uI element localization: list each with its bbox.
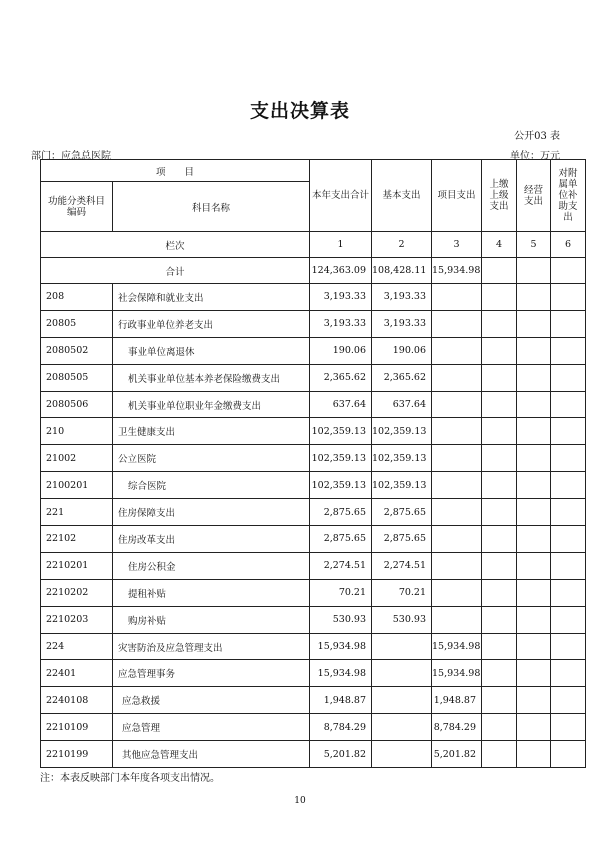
unit-label: 单位：万元 (510, 151, 560, 162)
department-label: 部门：应急总医院 (31, 151, 111, 162)
project-cell: 15,934.98 (432, 633, 482, 660)
table-row (41, 741, 586, 768)
seq-cell: 3 (432, 232, 482, 258)
business-cell (517, 418, 551, 445)
subsidy-cell (551, 633, 586, 660)
project-cell (432, 606, 482, 633)
basic-cell: 70.21 (372, 579, 432, 606)
sum-cell (551, 258, 586, 284)
basic-cell (372, 660, 432, 687)
basic-cell: 102,359.13 (372, 445, 432, 472)
basic-cell (372, 633, 432, 660)
subject-name-cell: 卫生健康支出 (113, 418, 310, 445)
table-row (41, 552, 586, 579)
footnote: 注：本表反映部门本年度各项支出情况。 (40, 773, 220, 784)
business-cell (517, 284, 551, 311)
total-cell: 5,201.82 (310, 741, 372, 768)
subsidy-cell (551, 579, 586, 606)
business-cell (517, 364, 551, 391)
upper-cell (482, 741, 517, 768)
form-number: 公开03 表 (514, 131, 560, 142)
upper-cell (482, 687, 517, 714)
header-col-upper: 上缴上级支出 (482, 160, 517, 232)
total-cell: 8,784.29 (310, 714, 372, 741)
code-cell: 21002 (41, 445, 113, 472)
business-cell (517, 606, 551, 633)
table-row (41, 526, 586, 553)
code-cell: 22401 (41, 660, 113, 687)
business-cell (517, 579, 551, 606)
upper-cell (482, 418, 517, 445)
total-cell: 102,359.13 (310, 445, 372, 472)
subject-name-cell: 其他应急管理支出 (113, 741, 310, 768)
basic-cell (372, 714, 432, 741)
business-cell (517, 660, 551, 687)
subsidy-cell (551, 391, 586, 418)
total-cell: 190.06 (310, 337, 372, 364)
project-cell (432, 579, 482, 606)
project-cell: 8,784.29 (432, 714, 482, 741)
page-number: 10 (294, 796, 306, 806)
sum-cell: 108,428.11 (372, 258, 432, 284)
upper-cell (482, 606, 517, 633)
project-cell (432, 364, 482, 391)
code-cell: 2210201 (41, 552, 113, 579)
total-cell: 2,875.65 (310, 526, 372, 553)
header-col-business: 经营支出 (517, 160, 551, 232)
subject-name-cell: 公立医院 (113, 445, 310, 472)
subject-name-cell: 灾害防治及应急管理支出 (113, 633, 310, 660)
basic-cell: 637.64 (372, 391, 432, 418)
subject-name-cell: 住房改革支出 (113, 526, 310, 553)
total-cell: 3,193.33 (310, 310, 372, 337)
basic-cell: 2,875.65 (372, 526, 432, 553)
subject-name-cell: 社会保障和就业支出 (113, 284, 310, 311)
subject-name-cell: 住房公积金 (113, 552, 310, 579)
subsidy-cell (551, 660, 586, 687)
header-project: 项 目 (41, 160, 310, 182)
table-row (41, 606, 586, 633)
upper-cell (482, 364, 517, 391)
code-cell: 2080506 (41, 391, 113, 418)
total-cell: 102,359.13 (310, 418, 372, 445)
basic-cell: 2,875.65 (372, 499, 432, 526)
project-cell (432, 552, 482, 579)
upper-cell (482, 284, 517, 311)
basic-cell: 2,274.51 (372, 552, 432, 579)
business-cell (517, 445, 551, 472)
upper-cell (482, 526, 517, 553)
subsidy-cell (551, 606, 586, 633)
table-row (41, 445, 586, 472)
header-col-project: 项目支出 (432, 160, 482, 232)
table-row (41, 337, 586, 364)
upper-cell (482, 391, 517, 418)
code-cell: 22102 (41, 526, 113, 553)
code-cell: 224 (41, 633, 113, 660)
total-cell: 2,274.51 (310, 552, 372, 579)
subject-name-cell: 综合医院 (113, 472, 310, 499)
sum-cell: 124,363.09 (310, 258, 372, 284)
project-cell (432, 310, 482, 337)
upper-cell (482, 579, 517, 606)
code-cell: 2210203 (41, 606, 113, 633)
subject-name-cell: 购房补贴 (113, 606, 310, 633)
page-title: 支出决算表 (249, 100, 350, 122)
table-row (41, 364, 586, 391)
seq-cell: 5 (517, 232, 551, 258)
total-cell: 2,365.62 (310, 364, 372, 391)
subsidy-cell (551, 418, 586, 445)
total-cell: 70.21 (310, 579, 372, 606)
header-col-subsidy: 对附属单位补助支出 (551, 160, 586, 232)
subject-name-cell: 事业单位离退休 (113, 337, 310, 364)
total-cell: 3,193.33 (310, 284, 372, 311)
table-body (41, 284, 586, 768)
code-cell: 221 (41, 499, 113, 526)
subsidy-cell (551, 552, 586, 579)
basic-cell: 102,359.13 (372, 472, 432, 499)
code-cell: 2080505 (41, 364, 113, 391)
total-cell: 102,359.13 (310, 472, 372, 499)
table-row (41, 660, 586, 687)
seq-label: 栏次 (41, 232, 310, 258)
subsidy-cell (551, 714, 586, 741)
code-cell: 20805 (41, 310, 113, 337)
subsidy-cell (551, 445, 586, 472)
subject-name-cell: 应急管理 (113, 714, 310, 741)
basic-cell: 190.06 (372, 337, 432, 364)
total-cell: 637.64 (310, 391, 372, 418)
subsidy-cell (551, 741, 586, 768)
business-cell (517, 499, 551, 526)
basic-cell (372, 741, 432, 768)
seq-cell: 6 (551, 232, 586, 258)
sum-cell (482, 258, 517, 284)
project-cell (432, 337, 482, 364)
table-row (41, 391, 586, 418)
table-row (41, 310, 586, 337)
code-cell: 208 (41, 284, 113, 311)
upper-cell (482, 499, 517, 526)
header-func-code: 功能分类科目编码 (41, 182, 113, 232)
sum-cell: 15,934.98 (432, 258, 482, 284)
basic-cell: 2,365.62 (372, 364, 432, 391)
project-cell (432, 418, 482, 445)
upper-cell (482, 337, 517, 364)
total-cell: 2,875.65 (310, 499, 372, 526)
seq-cell: 1 (310, 232, 372, 258)
business-cell (517, 472, 551, 499)
subject-name-cell: 应急救援 (113, 687, 310, 714)
project-cell (432, 526, 482, 553)
table-row (41, 284, 586, 311)
subsidy-cell (551, 364, 586, 391)
basic-cell: 3,193.33 (372, 284, 432, 311)
subject-name-cell: 住房保障支出 (113, 499, 310, 526)
code-cell: 2100201 (41, 472, 113, 499)
header-col-total: 本年支出合计 (310, 160, 372, 232)
subsidy-cell (551, 310, 586, 337)
business-cell (517, 633, 551, 660)
project-cell: 15,934.98 (432, 660, 482, 687)
upper-cell (482, 714, 517, 741)
table-row (41, 418, 586, 445)
upper-cell (482, 660, 517, 687)
project-cell: 1,948.87 (432, 687, 482, 714)
table-row (41, 687, 586, 714)
subsidy-cell (551, 472, 586, 499)
subject-name-cell: 行政事业单位养老支出 (113, 310, 310, 337)
project-cell (432, 445, 482, 472)
basic-cell: 102,359.13 (372, 418, 432, 445)
total-cell: 530.93 (310, 606, 372, 633)
basic-cell: 3,193.33 (372, 310, 432, 337)
code-cell: 2210109 (41, 714, 113, 741)
subject-name-cell: 提租补贴 (113, 579, 310, 606)
table-row (41, 714, 586, 741)
header-col-basic: 基本支出 (372, 160, 432, 232)
expenditure-table (40, 159, 586, 768)
table-row (41, 579, 586, 606)
code-cell: 2080502 (41, 337, 113, 364)
sum-label: 合计 (41, 258, 310, 284)
business-cell (517, 391, 551, 418)
project-cell (432, 472, 482, 499)
code-cell: 2210202 (41, 579, 113, 606)
code-cell: 210 (41, 418, 113, 445)
business-cell (517, 552, 551, 579)
table-row (41, 499, 586, 526)
subsidy-cell (551, 337, 586, 364)
subject-name-cell: 机关事业单位基本养老保险缴费支出 (113, 364, 310, 391)
basic-cell (372, 687, 432, 714)
upper-cell (482, 472, 517, 499)
subject-name-cell: 机关事业单位职业年金缴费支出 (113, 391, 310, 418)
upper-cell (482, 310, 517, 337)
header-subject-name: 科目名称 (113, 182, 310, 232)
upper-cell (482, 552, 517, 579)
table-row (41, 633, 586, 660)
code-cell: 2210199 (41, 741, 113, 768)
code-cell: 2240108 (41, 687, 113, 714)
total-cell: 1,948.87 (310, 687, 372, 714)
subsidy-cell (551, 499, 586, 526)
business-cell (517, 687, 551, 714)
sum-cell (517, 258, 551, 284)
business-cell (517, 310, 551, 337)
basic-cell: 530.93 (372, 606, 432, 633)
upper-cell (482, 633, 517, 660)
total-cell: 15,934.98 (310, 633, 372, 660)
seq-cell: 2 (372, 232, 432, 258)
project-cell: 5,201.82 (432, 741, 482, 768)
subject-name-cell: 应急管理事务 (113, 660, 310, 687)
business-cell (517, 526, 551, 553)
subsidy-cell (551, 526, 586, 553)
table-row (41, 472, 586, 499)
subsidy-cell (551, 284, 586, 311)
business-cell (517, 741, 551, 768)
business-cell (517, 714, 551, 741)
total-cell: 15,934.98 (310, 660, 372, 687)
project-cell (432, 391, 482, 418)
seq-cell: 4 (482, 232, 517, 258)
upper-cell (482, 445, 517, 472)
subsidy-cell (551, 687, 586, 714)
business-cell (517, 337, 551, 364)
project-cell (432, 499, 482, 526)
project-cell (432, 284, 482, 311)
